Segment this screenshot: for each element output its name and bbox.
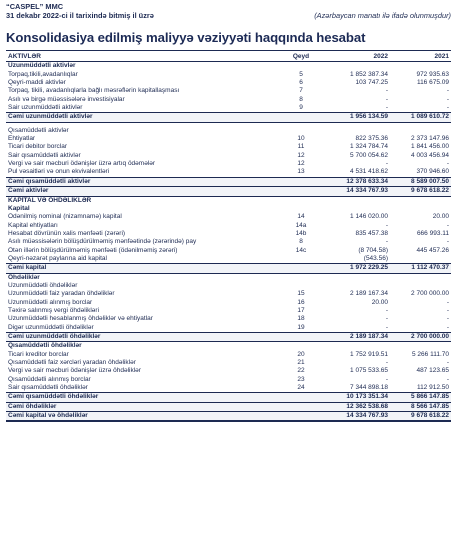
- row-label: Qısamüddətli öhdəliklər: [8, 342, 82, 350]
- table-row: [6, 315, 451, 323]
- value-2022: 10 173 351.34: [324, 393, 390, 402]
- table-row: [6, 160, 451, 168]
- section-heading-row: [6, 205, 451, 213]
- table-row: [6, 376, 451, 384]
- value-2022: 835 457.38: [355, 229, 388, 237]
- row-note: [278, 127, 324, 135]
- value-2022: 1 075 533.65: [350, 367, 388, 375]
- row-note: [278, 273, 324, 282]
- value-2021: -: [446, 315, 449, 323]
- value-2021: -: [446, 375, 449, 383]
- value-2022: 2 189 167.34: [350, 290, 388, 298]
- value-2022: -: [385, 306, 388, 314]
- value-2021: 8 589 007.50: [390, 177, 451, 186]
- value-2021: -: [446, 95, 449, 103]
- row-note: [278, 187, 324, 196]
- table-row: [6, 359, 451, 367]
- row-note: [278, 393, 324, 402]
- value-2022: -: [385, 359, 388, 367]
- value-2022: (543.56): [363, 254, 388, 262]
- row-label: Qısamüddətli aktivlər: [8, 126, 69, 134]
- table-row: [6, 79, 451, 87]
- value-2022: 20.00: [371, 298, 388, 306]
- row-note: 23: [297, 375, 305, 383]
- table-row: [6, 96, 451, 104]
- total-row: [6, 412, 451, 422]
- row-note: 18: [297, 315, 305, 323]
- value-2021: [390, 273, 451, 282]
- value-2021: [390, 205, 451, 213]
- value-2022: -: [385, 160, 388, 168]
- title-divider: [6, 50, 451, 51]
- value-2021: -: [446, 104, 449, 112]
- value-2021: [390, 342, 451, 351]
- row-note: 7: [299, 87, 303, 95]
- value-2022: -: [385, 238, 388, 246]
- row-label: Qısamüddətli faiz xərcləri yaradan öhdəliklər: [8, 359, 136, 367]
- row-note: 16: [297, 298, 305, 306]
- row-note: 5: [299, 70, 303, 78]
- value-2021: -: [446, 238, 449, 246]
- value-2021: 666 993.11: [416, 229, 449, 237]
- row-note: [278, 62, 324, 71]
- table-row: [6, 351, 451, 359]
- section-heading-row: [6, 62, 451, 71]
- value-2021: [390, 62, 451, 71]
- value-2022: -: [385, 87, 388, 95]
- row-note: 20: [297, 350, 305, 358]
- section-heading-row: [6, 273, 451, 282]
- table-header-row: [6, 53, 451, 62]
- row-label: Uzunmüddətli öhdəliklər: [8, 281, 78, 289]
- total-row: [6, 187, 451, 196]
- row-note: [278, 333, 324, 342]
- value-2022: 7 344 898.18: [350, 384, 388, 392]
- row-note: [278, 205, 324, 213]
- total-row: [6, 393, 451, 402]
- table-row: [6, 238, 451, 246]
- row-note: 14a: [295, 221, 307, 229]
- table-row: [6, 152, 451, 160]
- table-row: [6, 255, 451, 264]
- row-note: 13: [297, 168, 305, 176]
- row-label: Təxirə salınmış vergi öhdəlikləri: [8, 306, 100, 314]
- value-2022: 1 852 387.34: [350, 70, 388, 78]
- row-note: 12: [297, 151, 305, 159]
- value-2022: -: [385, 323, 388, 331]
- table-row: [6, 384, 451, 393]
- value-2022: -: [385, 315, 388, 323]
- row-note: 14c: [295, 246, 307, 254]
- row-note: 6: [299, 79, 303, 87]
- value-2021: 1 841 456.00: [411, 143, 449, 151]
- value-2022: -: [385, 375, 388, 383]
- row-label: Cəmi qısamüddətli aktivlər: [6, 177, 278, 186]
- value-2021: 972 935.63: [416, 70, 449, 78]
- row-label: Qeyri-maddi aktivlər: [8, 79, 66, 87]
- table-row: [6, 299, 451, 307]
- value-2022: 12 378 633.34: [324, 177, 390, 186]
- row-note: 14b: [295, 229, 307, 237]
- value-2021: -: [446, 359, 449, 367]
- value-2021: 1 112 470.37: [390, 264, 451, 273]
- row-label: Ötən illərin bölüşdürülməmiş mənfəəti (ödənilməmiş zərəri): [8, 246, 178, 254]
- value-2022: 1 972 229.25: [324, 264, 390, 273]
- assets-column-header: AKTİVLƏR: [6, 53, 278, 62]
- row-label: KAPİTAL VƏ ÖHDƏLİKLƏR: [8, 196, 92, 204]
- value-2021: 2 700 000.00: [390, 333, 451, 342]
- value-2022: [324, 205, 390, 213]
- section-heading-row: [6, 196, 451, 205]
- row-label: Ticari debitor borclar: [8, 143, 68, 151]
- value-2022: -: [385, 221, 388, 229]
- table-row: [6, 247, 451, 255]
- reporting-period: 31 dekabr 2022-ci il tarixində bitmiş il üzrə: [6, 11, 154, 20]
- table-row: [6, 307, 451, 315]
- row-label: Kapital ehtiyatları: [8, 221, 58, 229]
- year-2022-column-header: 2022: [324, 53, 390, 62]
- total-row: [6, 402, 451, 411]
- row-label: Sair qısamüddətli öhdəliklər: [8, 384, 88, 392]
- value-2022: 12 362 538.68: [324, 402, 390, 411]
- value-2022: 4 531 418.62: [350, 168, 388, 176]
- table-row: [6, 222, 451, 230]
- value-2021: -: [446, 87, 449, 95]
- value-2021: -: [446, 306, 449, 314]
- row-label: Cəmi öhdəliklər: [6, 402, 278, 411]
- row-label: Cəmi kapital və öhdəliklər: [6, 412, 278, 422]
- row-label: Sair qısamüddətli aktivlər: [8, 151, 81, 159]
- value-2022: -: [385, 95, 388, 103]
- note-column-header: Qeyd: [278, 53, 324, 62]
- value-2021: -: [446, 160, 449, 168]
- value-2021: 9 678 618.22: [390, 187, 451, 196]
- value-2022: 5 700 054.62: [350, 151, 388, 159]
- value-2022: 1 324 784.74: [350, 143, 388, 151]
- row-note: 15: [297, 290, 305, 298]
- table-row: [6, 290, 451, 298]
- value-2022: [324, 282, 390, 290]
- table-row: [6, 168, 451, 177]
- row-label: Ehtiyatlar: [8, 135, 36, 143]
- value-2021: 112 912.50: [416, 384, 449, 392]
- statement-title: Konsolidasiya edilmiş maliyyə vəziyyəti haqqında hesabat: [6, 30, 366, 45]
- value-2021: 2 700 000.00: [411, 290, 449, 298]
- row-label: Öhdəliklər: [8, 273, 40, 281]
- row-label: Hesabat dövrünün xalis mənfəəti (zərəri): [8, 229, 126, 237]
- value-2021: -: [446, 221, 449, 229]
- row-note: 11: [297, 143, 305, 151]
- row-note: 22: [297, 367, 305, 375]
- row-note: [278, 282, 324, 290]
- value-2022: 2 189 187.34: [324, 333, 390, 342]
- row-label: Ödənilmiş nominal (nizamnamə) kapital: [8, 213, 122, 221]
- value-2022: [324, 273, 390, 282]
- value-2021: [390, 196, 451, 205]
- row-note: 8: [299, 238, 303, 246]
- value-2021: -: [446, 298, 449, 306]
- value-2021: -: [446, 323, 449, 331]
- value-2022: 14 334 767.93: [324, 187, 390, 196]
- value-2021: 1 089 610.72: [390, 113, 451, 122]
- currency-note: (Azərbaycan manatı ilə ifadə olunmuşdur): [314, 11, 451, 20]
- table-row: [6, 127, 451, 135]
- value-2022: 822 375.36: [355, 135, 388, 143]
- value-2022: [324, 342, 390, 351]
- row-label: Kapital: [8, 204, 30, 212]
- row-label: Pul vəsaitləri və onun ekvivalentləri: [8, 168, 110, 176]
- row-note: 8: [299, 95, 303, 103]
- row-note: 17: [297, 306, 305, 314]
- report-header: [6, 2, 451, 20]
- row-label: Torpaq, tikili, avadanlıqlarla bağlı məsrəflərin kapitallaşması: [8, 87, 180, 95]
- value-2022: 1 752 919.51: [350, 350, 388, 358]
- value-2021: 370 946.60: [416, 168, 449, 176]
- table-row: [6, 324, 451, 333]
- table-row: [6, 71, 451, 79]
- value-2021: [390, 282, 451, 290]
- row-label: Uzunmüddətli faiz yaradan öhdəliklər: [8, 290, 115, 298]
- value-2022: [324, 196, 390, 205]
- value-2021: 8 566 147.85: [390, 402, 451, 411]
- value-2021: 9 678 618.22: [390, 412, 451, 422]
- value-2021: [390, 127, 451, 135]
- row-note: 10: [297, 135, 305, 143]
- table-row: [6, 282, 451, 290]
- value-2022: [324, 62, 390, 71]
- table-row: [6, 104, 451, 113]
- row-label: Cəmi aktivlər: [6, 187, 278, 196]
- value-2021: 5 866 147.85: [390, 393, 451, 402]
- row-label: Cəmi uzunmüddətli öhdəliklər: [6, 333, 278, 342]
- section-heading-row: [6, 342, 451, 351]
- row-label: Cəmi kapital: [6, 264, 278, 273]
- value-2022: (8 704.58): [358, 246, 388, 254]
- row-note: 24: [297, 384, 305, 392]
- row-note: 19: [297, 323, 305, 331]
- value-2021: 5 266 111.70: [412, 350, 449, 358]
- row-note: [278, 264, 324, 273]
- row-label: Uzunmüddətli aktivlər: [8, 62, 76, 70]
- value-2022: -: [385, 104, 388, 112]
- row-label: Cəmi qısamüddətli öhdəliklər: [6, 393, 278, 402]
- value-2022: 103 747.25: [355, 79, 388, 87]
- row-note: [278, 255, 324, 264]
- value-2021: 4 003 456.94: [411, 151, 449, 159]
- row-label: Qısamüddətli alınmış borclar: [8, 375, 91, 383]
- financial-position-table: [6, 53, 451, 422]
- total-row: [6, 177, 451, 186]
- row-note: 14: [297, 213, 305, 221]
- table-row: [6, 230, 451, 238]
- table-row: [6, 367, 451, 375]
- row-label: Vergi və sair məcburi ödənişlər üzrə artıq ödəmələr: [8, 160, 156, 168]
- row-note: [278, 342, 324, 351]
- row-note: [278, 113, 324, 122]
- row-label: Uzunmüddətli hesablanmış öhdəliklər və ehtiyatlar: [8, 315, 153, 323]
- total-row: [6, 333, 451, 342]
- row-note: 9: [299, 104, 303, 112]
- row-label: Digər uzunmüddətli öhdəliklər: [8, 323, 94, 331]
- value-2022: 1 146 020.00: [350, 213, 388, 221]
- table-row: [6, 143, 451, 151]
- row-label: Uzunmüddətli alınmış borclar: [8, 298, 93, 306]
- row-label: Ticari kreditor borclar: [8, 350, 69, 358]
- value-2022: 14 334 767.93: [324, 412, 390, 422]
- year-2021-column-header: 2021: [390, 53, 451, 62]
- value-2021: 445 457.26: [416, 246, 449, 254]
- value-2021: 487 123.65: [416, 367, 449, 375]
- row-note: [278, 196, 324, 205]
- row-label: Cəmi uzunmüddətli aktivlər: [6, 113, 278, 122]
- row-note: [278, 177, 324, 186]
- value-2022: [324, 127, 390, 135]
- table-row: [6, 135, 451, 143]
- row-label: Qeyri-nəzarət paylarına aid kapital: [8, 254, 107, 262]
- value-2021: 20.00: [432, 213, 449, 221]
- value-2021: [390, 255, 451, 264]
- row-label: Asılı və birgə müəssisələrə investisiyalar: [8, 95, 125, 103]
- table-row: [6, 87, 451, 95]
- value-2021: 116 675.09: [416, 79, 449, 87]
- table-row: [6, 213, 451, 221]
- company-name: “CASPEL” MMC: [6, 2, 64, 11]
- row-note: 12: [297, 160, 305, 168]
- row-label: Sair uzunmüddətli aktivlər: [8, 104, 83, 112]
- row-label: Vergi və sair məcburi ödənişlər üzrə öhdəliklər: [8, 367, 141, 375]
- total-row: [6, 264, 451, 273]
- row-note: 21: [297, 359, 305, 367]
- row-label: Asılı müəssisələrin bölüşdürülməmiş mənfəətində (zərərində) pay: [8, 238, 197, 246]
- row-note: [278, 402, 324, 411]
- row-note: [278, 412, 324, 422]
- value-2021: 2 373 147.96: [411, 135, 449, 143]
- row-label: Torpaq,tikili,avadanlıqlar: [8, 70, 78, 78]
- total-row: [6, 113, 451, 122]
- value-2022: 1 956 134.59: [324, 113, 390, 122]
